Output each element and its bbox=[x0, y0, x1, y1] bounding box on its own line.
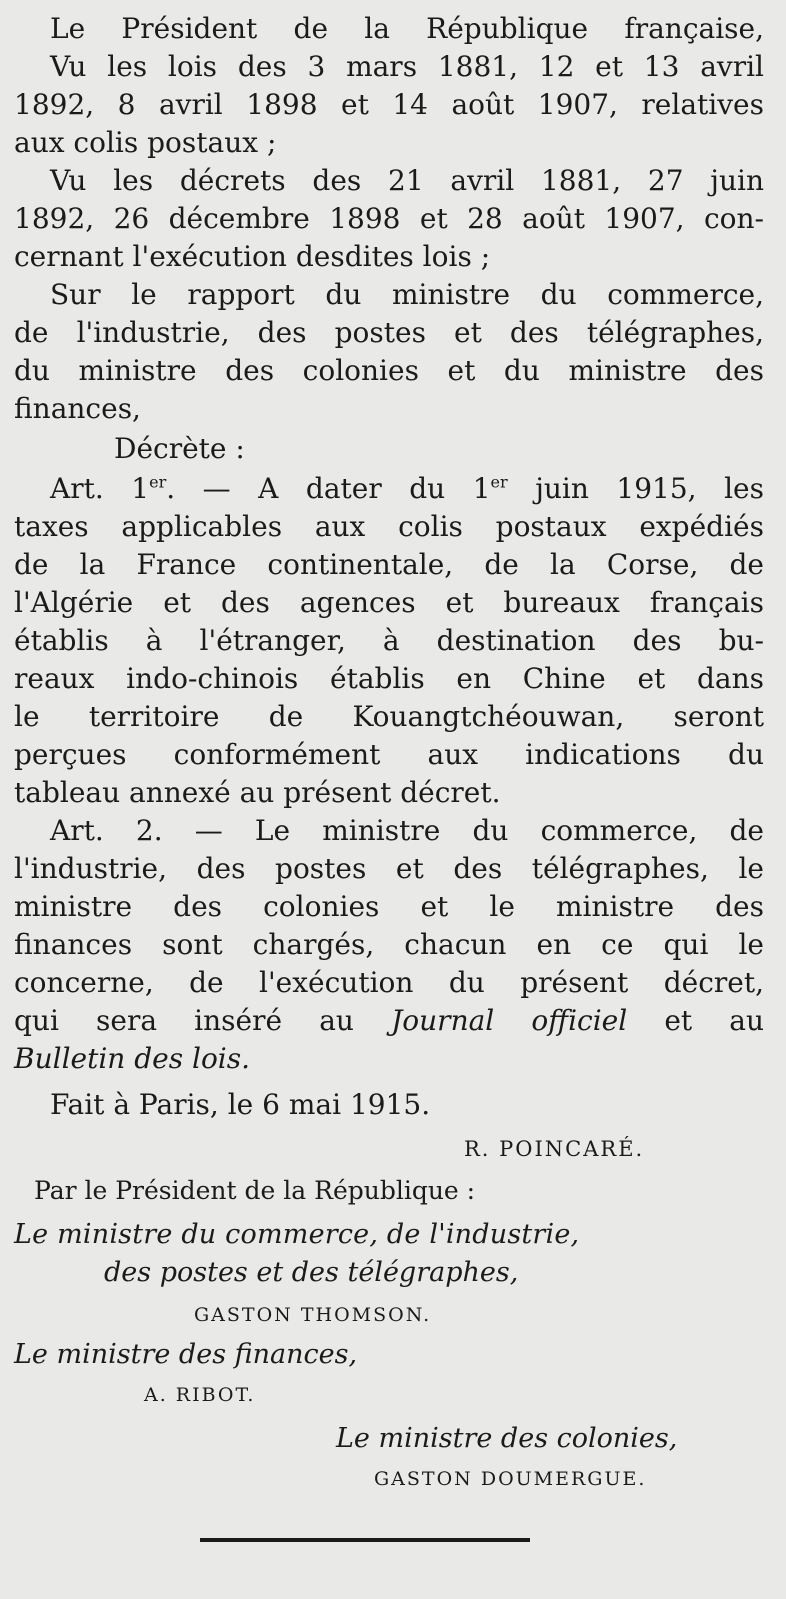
art1-text-end: juin 1915, les bbox=[507, 472, 764, 505]
art2-line bbox=[14, 1002, 764, 1040]
preamble-line: 1892, 8 avril 1898 et 14 août 1907, relatives bbox=[14, 88, 764, 121]
art2-line: ministre des colonies et le ministre des bbox=[14, 890, 764, 923]
art1-line: perçues conformément aux indications du bbox=[14, 738, 764, 771]
colonies-minister-title: Le ministre des colonies, bbox=[336, 1423, 678, 1454]
par-le-president: Par le Président de la République : bbox=[34, 1176, 476, 1205]
art1-sup-date: er bbox=[490, 472, 508, 492]
art1-line: établis à l'étranger, à destination des bu- bbox=[14, 624, 764, 657]
preamble-line: Vu les lois des 3 mars 1881, 12 et 13 avril bbox=[50, 50, 764, 83]
decrete-heading: Décrète : bbox=[114, 432, 245, 465]
art1-line: de la France continentale, de la Corse, de bbox=[14, 548, 764, 581]
signature-commerce: GASTON THOMSON. bbox=[194, 1304, 432, 1326]
journal-officiel: Journal officiel bbox=[391, 1004, 628, 1037]
art1-line: tableau annexé au présent décret. bbox=[14, 776, 501, 809]
preamble-line: de l'industrie, des postes et des télégraphes, bbox=[14, 316, 764, 349]
art1-text: . — A dater du 1 bbox=[166, 472, 491, 505]
signature-finances: A. RIBOT. bbox=[144, 1384, 256, 1406]
art1-line: taxes applicables aux colis postaux expédiés bbox=[14, 510, 764, 543]
preamble-line: Vu les décrets des 21 avril 1881, 27 juin bbox=[50, 164, 764, 197]
art2-line: finances sont chargés, chacun en ce qui le bbox=[14, 928, 764, 961]
commerce-minister-title: des postes et des télégraphes, bbox=[104, 1257, 519, 1288]
commerce-minister-title: Le ministre du commerce, de l'industrie, bbox=[14, 1219, 580, 1250]
preamble-line: Le Président de la République française, bbox=[50, 12, 764, 45]
art1-line bbox=[50, 470, 764, 508]
preamble-line: Sur le rapport du ministre du commerce, bbox=[50, 278, 764, 311]
preamble-line: 1892, 26 décembre 1898 et 28 août 1907, con- bbox=[14, 202, 764, 235]
fait-a-paris: Fait à Paris, le 6 mai 1915. bbox=[50, 1088, 431, 1121]
art2-line: l'industrie, des postes et des télégraphes, le bbox=[14, 852, 764, 885]
art1-label: Art. 1 bbox=[50, 472, 150, 505]
art1-line: reaux indo-chinois établis en Chine et dans bbox=[14, 662, 764, 695]
signature-president: R. POINCARÉ. bbox=[464, 1137, 645, 1161]
art1-sup: er bbox=[149, 472, 167, 492]
preamble-line: du ministre des colonies et du ministre des bbox=[14, 354, 764, 387]
art2-line: concerne, de l'exécution du présent décret, bbox=[14, 966, 764, 999]
finances-minister-title: Le ministre des finances, bbox=[14, 1339, 358, 1370]
art1-line: le territoire de Kouangtchéouwan, seront bbox=[14, 700, 764, 733]
bulletin-des-lois: Bulletin des lois. bbox=[14, 1042, 251, 1075]
art2-text-end: et au bbox=[627, 1004, 764, 1037]
signature-colonies: GASTON DOUMERGUE. bbox=[374, 1468, 647, 1490]
art1-line: l'Algérie et des agences et bureaux français bbox=[14, 586, 764, 619]
preamble-line: aux colis postaux ; bbox=[14, 126, 277, 159]
art2-line: Art. 2. — Le ministre du commerce, de bbox=[50, 814, 764, 847]
preamble-line: finances, bbox=[14, 392, 141, 425]
closing-rule bbox=[200, 1538, 530, 1542]
preamble-line: cernant l'exécution desdites lois ; bbox=[14, 240, 491, 273]
art2-text: qui sera inséré au bbox=[14, 1004, 392, 1037]
